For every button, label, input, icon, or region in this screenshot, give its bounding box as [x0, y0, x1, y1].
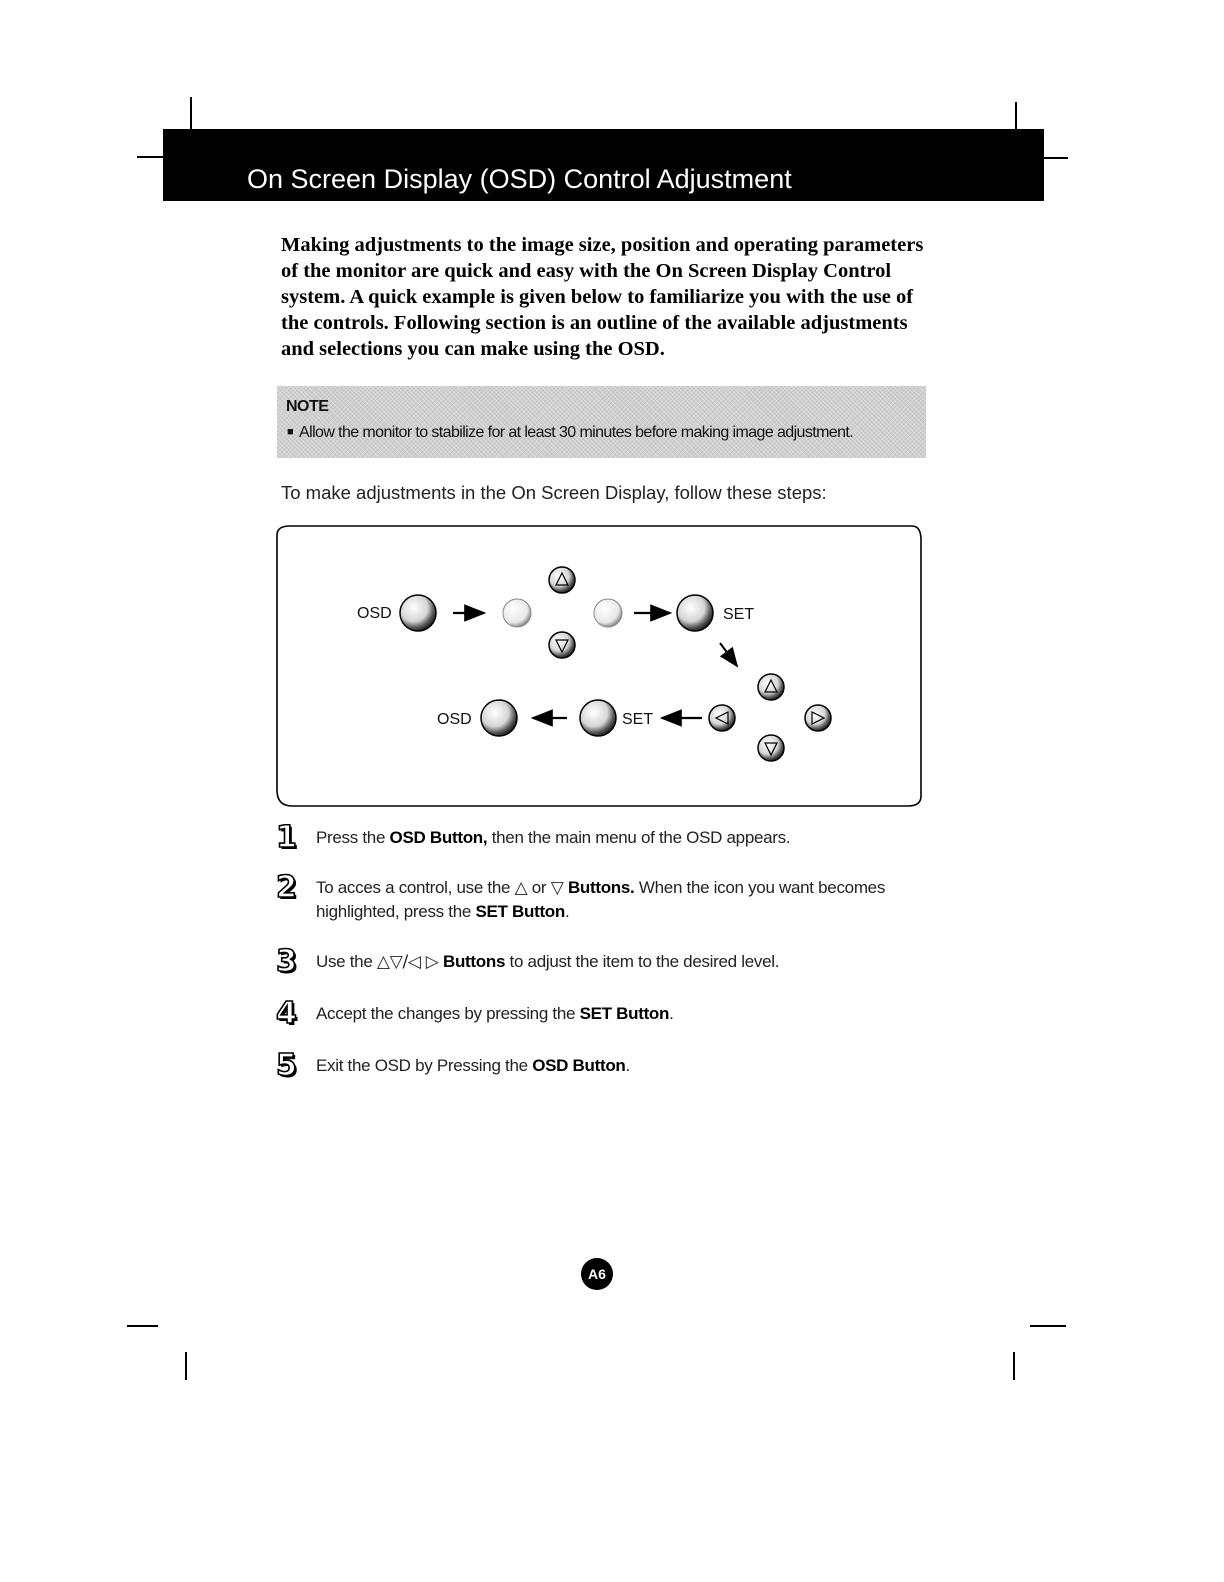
note-text: Allow the monitor to stabilize for at least 30 minutes before making image adjustment.	[299, 424, 854, 441]
down-button-icon	[549, 632, 575, 658]
right-button-icon	[805, 705, 831, 731]
intro-paragraph: Making adjustments to the image size, position and operating parameters of the monitor are quick and easy with the On Screen Display Control system. A quick example is given below to familiarize you with the use of the controls. Following section is an outline of the available adjustments and selections you can make using the OSD.	[281, 234, 924, 360]
set-label: SET	[723, 606, 755, 623]
step-text: Accept the changes by pressing the SET Button.	[316, 1004, 674, 1023]
osd-button-icon	[400, 595, 436, 631]
note-text-line	[287, 424, 853, 442]
bullet-icon: ■	[287, 426, 294, 438]
up-button-icon	[758, 674, 784, 700]
up-button-icon	[549, 567, 575, 593]
down-triangle-icon: ▽	[550, 878, 564, 898]
up-triangle-icon: △	[514, 878, 528, 898]
step-number: 5	[276, 1048, 297, 1083]
crop-mark	[1015, 102, 1017, 129]
step-number: 2	[276, 870, 297, 905]
crop-mark	[190, 97, 192, 129]
page-title: On Screen Display (OSD) Control Adjustment	[247, 164, 792, 194]
left-button-icon	[709, 705, 735, 731]
arrow-symbols-icon: △▽/◁ ▷	[376, 952, 439, 972]
step-number: 3	[276, 944, 297, 979]
crop-mark	[1030, 1325, 1066, 1327]
crop-mark	[127, 1325, 158, 1327]
step-text: Exit the OSD by Pressing the OSD Button.	[316, 1056, 630, 1075]
crop-mark	[137, 156, 163, 158]
osd-label: OSD	[437, 711, 472, 728]
osd-button-icon	[481, 700, 517, 736]
set-button-icon	[677, 595, 713, 631]
osd-label: OSD	[357, 605, 392, 622]
button-faded-icon	[594, 599, 622, 627]
step-number: 4	[276, 996, 297, 1031]
step-text: Press the OSD Button, then the main menu of the OSD appears.	[316, 828, 791, 847]
note-box	[277, 386, 926, 458]
step-number: 1	[276, 820, 297, 855]
diagram-frame	[277, 526, 921, 806]
set-button-icon	[580, 700, 616, 736]
down-button-icon	[758, 735, 784, 761]
step-text: To acces a control, use the △ or ▽ Buttons. When the icon you want becomes highlighted, press the SET Button.	[316, 878, 886, 921]
crop-mark	[1044, 157, 1068, 159]
crop-mark	[1013, 1352, 1015, 1380]
steps-intro: To make adjustments in the On Screen Display, follow these steps:	[281, 482, 827, 503]
crop-mark	[185, 1352, 187, 1380]
note-title: NOTE	[286, 398, 329, 415]
step-text: Use the △▽/◁ ▷ Buttons to adjust the item to the desired level.	[316, 952, 780, 972]
arrow-diagonal	[720, 643, 737, 666]
set-label: SET	[622, 711, 654, 728]
page-number-badge: A6	[581, 1258, 613, 1290]
button-faded-icon	[503, 599, 531, 627]
